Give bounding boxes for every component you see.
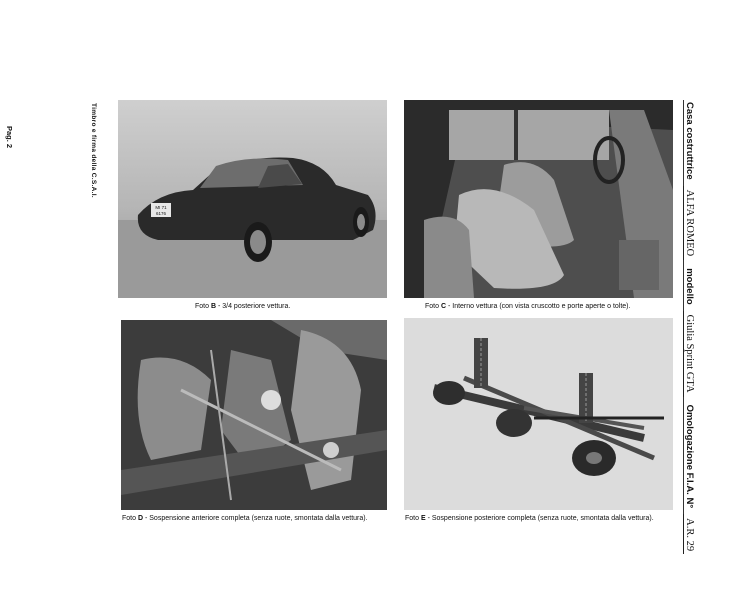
homologation-label: Omologazione F.I.A. N° bbox=[684, 404, 695, 509]
caption-c: Foto C - Interno vettura (con vista cruscotto e porte aperte o tolte). bbox=[425, 303, 631, 310]
homologation-value: A.R. 29 bbox=[683, 514, 695, 554]
page-number: Pag. 2 bbox=[5, 126, 14, 149]
caption-e: Foto E - Sospensione posteriore completa (senza ruote, smontata dalla vettura). bbox=[405, 515, 654, 522]
interior-image bbox=[404, 100, 673, 298]
photo-e-rear-suspension bbox=[404, 318, 673, 510]
photo-c-interior bbox=[404, 100, 673, 298]
stamp-label: Timbro e firma della C.S.A.I. bbox=[90, 103, 97, 198]
manufacturer-value: ALFA ROMEO bbox=[683, 186, 695, 261]
manufacturer-label: Casa costruttrice bbox=[684, 102, 695, 180]
front-suspension-image bbox=[121, 320, 387, 510]
side-header bbox=[681, 102, 695, 552]
caption-b: Foto B - 3/4 posteriore vettura. bbox=[195, 303, 291, 310]
photo-b-rear-three-quarter bbox=[118, 100, 387, 298]
model-value: Giulia Sprint GTA bbox=[683, 311, 695, 397]
svg-text:6176: 6176 bbox=[155, 211, 167, 216]
model-label: modello bbox=[684, 268, 695, 305]
rear-suspension-image bbox=[404, 318, 673, 510]
car-rear-image bbox=[118, 100, 387, 298]
license-plate: MI 71 bbox=[155, 205, 167, 210]
photo-d-front-suspension bbox=[121, 320, 387, 510]
caption-d: Foto D - Sospensione anteriore completa (senza ruote, smontata dalla vettura). bbox=[122, 515, 368, 522]
